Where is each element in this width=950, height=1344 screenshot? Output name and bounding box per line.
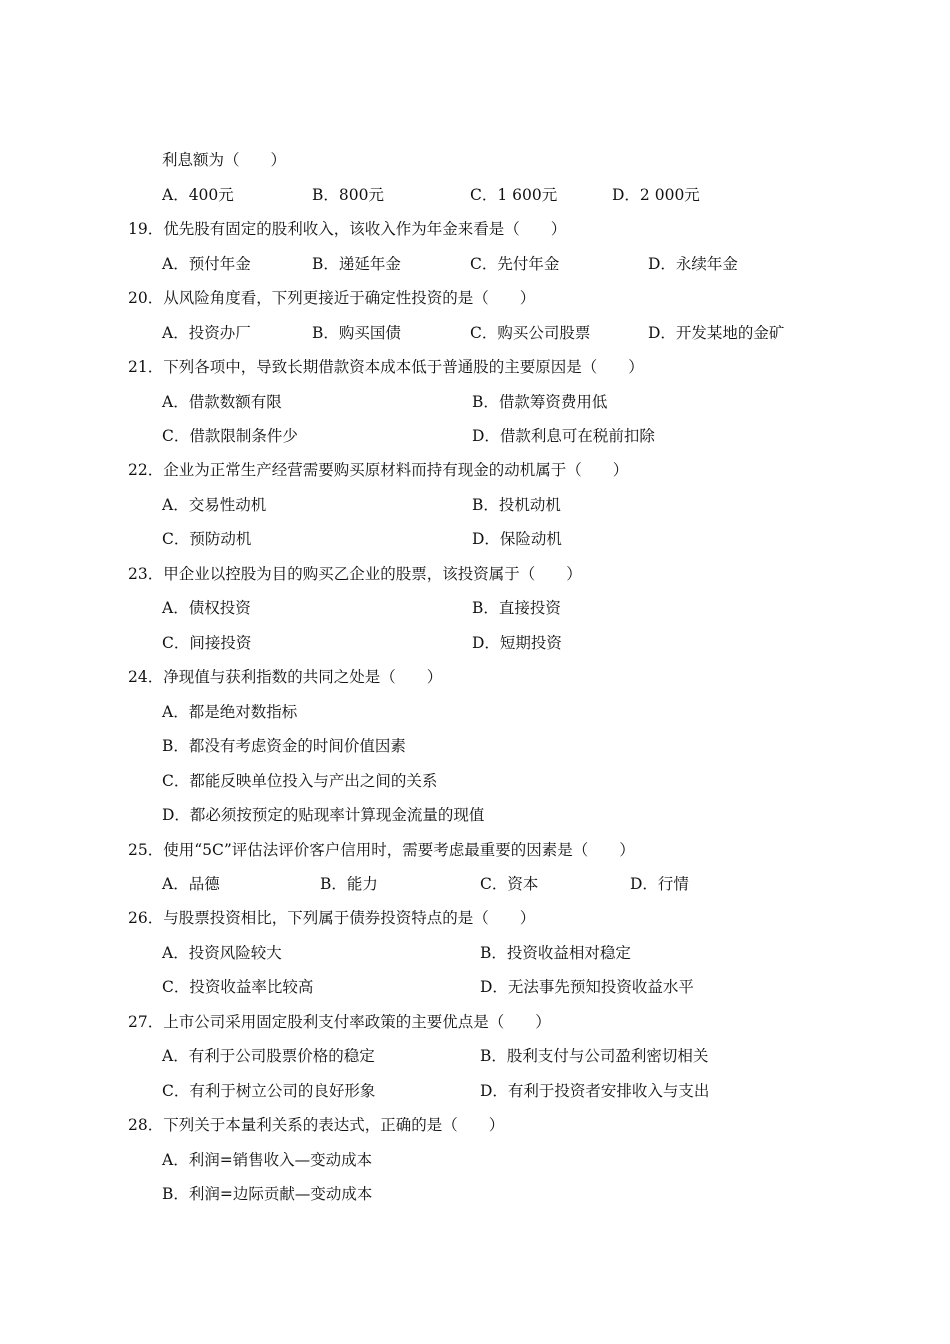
q27-option-a: A．有利于公司股票价格的稳定: [162, 1047, 375, 1065]
q27-option-c: C．有利于树立公司的良好形象: [162, 1082, 376, 1100]
question-23: 23．甲企业以控股为目的购买乙企业的股票，该投资属于（ ）: [128, 565, 582, 583]
question-25: 25．使用“5C”评估法评价客户信用时，需要考虑最重要的因素是（ ）: [128, 841, 635, 859]
question-21: 21．下列各项中，导致长期借款资本成本低于普通股的主要原因是（ ）: [128, 358, 644, 376]
q26-option-a: A．投资风险较大: [162, 944, 282, 962]
q19-option-b: B．递延年金: [312, 255, 401, 273]
q24-option-a: A．都是绝对数指标: [162, 703, 298, 721]
question-27: 27．上市公司采用固定股利支付率政策的主要优点是（ ）: [128, 1013, 551, 1031]
question-19: 19．优先股有固定的股利收入，该收入作为年金来看是（ ）: [128, 220, 567, 238]
q24-option-d: D．都必须按预定的贴现率计算现金流量的现值: [162, 806, 485, 824]
q25-option-c: C．资本: [480, 875, 539, 893]
q22-option-d: D．保险动机: [472, 530, 562, 548]
q19-option-a: A．预付年金: [162, 255, 251, 273]
q21-option-b: B．借款筹资费用低: [472, 393, 608, 411]
q21-option-a: A．借款数额有限: [162, 393, 282, 411]
q20-option-c: C．购买公司股票: [470, 324, 591, 342]
q22-option-b: B．投机动机: [472, 496, 561, 514]
q18-option-b: B．800元: [312, 186, 384, 204]
q18-option-c: C．1 600元: [470, 186, 558, 204]
q20-option-b: B．购买国债: [312, 324, 401, 342]
q26-option-b: B．投资收益相对稳定: [480, 944, 631, 962]
q19-option-d: D．永续年金: [648, 255, 738, 273]
q28-option-a: A．利润=销售收入—变动成本: [162, 1151, 373, 1169]
q18-option-d: D．2 000元: [612, 186, 700, 204]
question-28: 28．下列关于本量利关系的表达式，正确的是（ ）: [128, 1116, 505, 1134]
q25-option-a: A．品德: [162, 875, 220, 893]
q28-option-b: B．利润=边际贡献—变动成本: [162, 1185, 373, 1203]
q27-option-b: B．股利支付与公司盈利密切相关: [480, 1047, 709, 1065]
q23-option-c: C．间接投资: [162, 634, 252, 652]
q24-option-b: B．都没有考虑资金的时间价值因素: [162, 737, 406, 755]
q25-option-d: D．行情: [630, 875, 689, 893]
question-18-continuation: 利息额为（ ）: [162, 151, 287, 169]
q26-option-d: D．无法事先预知投资收益水平: [480, 978, 694, 996]
q19-option-c: C．先付年金: [470, 255, 560, 273]
q18-option-a: A．400元: [162, 186, 234, 204]
q21-option-d: D．借款利息可在税前扣除: [472, 427, 655, 445]
q23-option-b: B．直接投资: [472, 599, 561, 617]
question-22: 22．企业为正常生产经营需要购买原材料而持有现金的动机属于（ ）: [128, 461, 629, 479]
q23-option-a: A．债权投资: [162, 599, 251, 617]
question-20: 20．从风险角度看，下列更接近于确定性投资的是（ ）: [128, 289, 536, 307]
q22-option-c: C．预防动机: [162, 530, 252, 548]
q25-option-b: B．能力: [320, 875, 378, 893]
q24-option-c: C．都能反映单位投入与产出之间的关系: [162, 772, 438, 790]
q20-option-d: D．开发某地的金矿: [648, 324, 785, 342]
q26-option-c: C．投资收益率比较高: [162, 978, 314, 996]
q23-option-d: D．短期投资: [472, 634, 562, 652]
q21-option-c: C．借款限制条件少: [162, 427, 298, 445]
q20-option-a: A．投资办厂: [162, 324, 251, 342]
q22-option-a: A．交易性动机: [162, 496, 267, 514]
q27-option-d: D．有利于投资者安排收入与支出: [480, 1082, 710, 1100]
question-24: 24．净现值与获利指数的共同之处是（ ）: [128, 668, 443, 686]
question-26: 26．与股票投资相比，下列属于债券投资特点的是（ ）: [128, 909, 536, 927]
